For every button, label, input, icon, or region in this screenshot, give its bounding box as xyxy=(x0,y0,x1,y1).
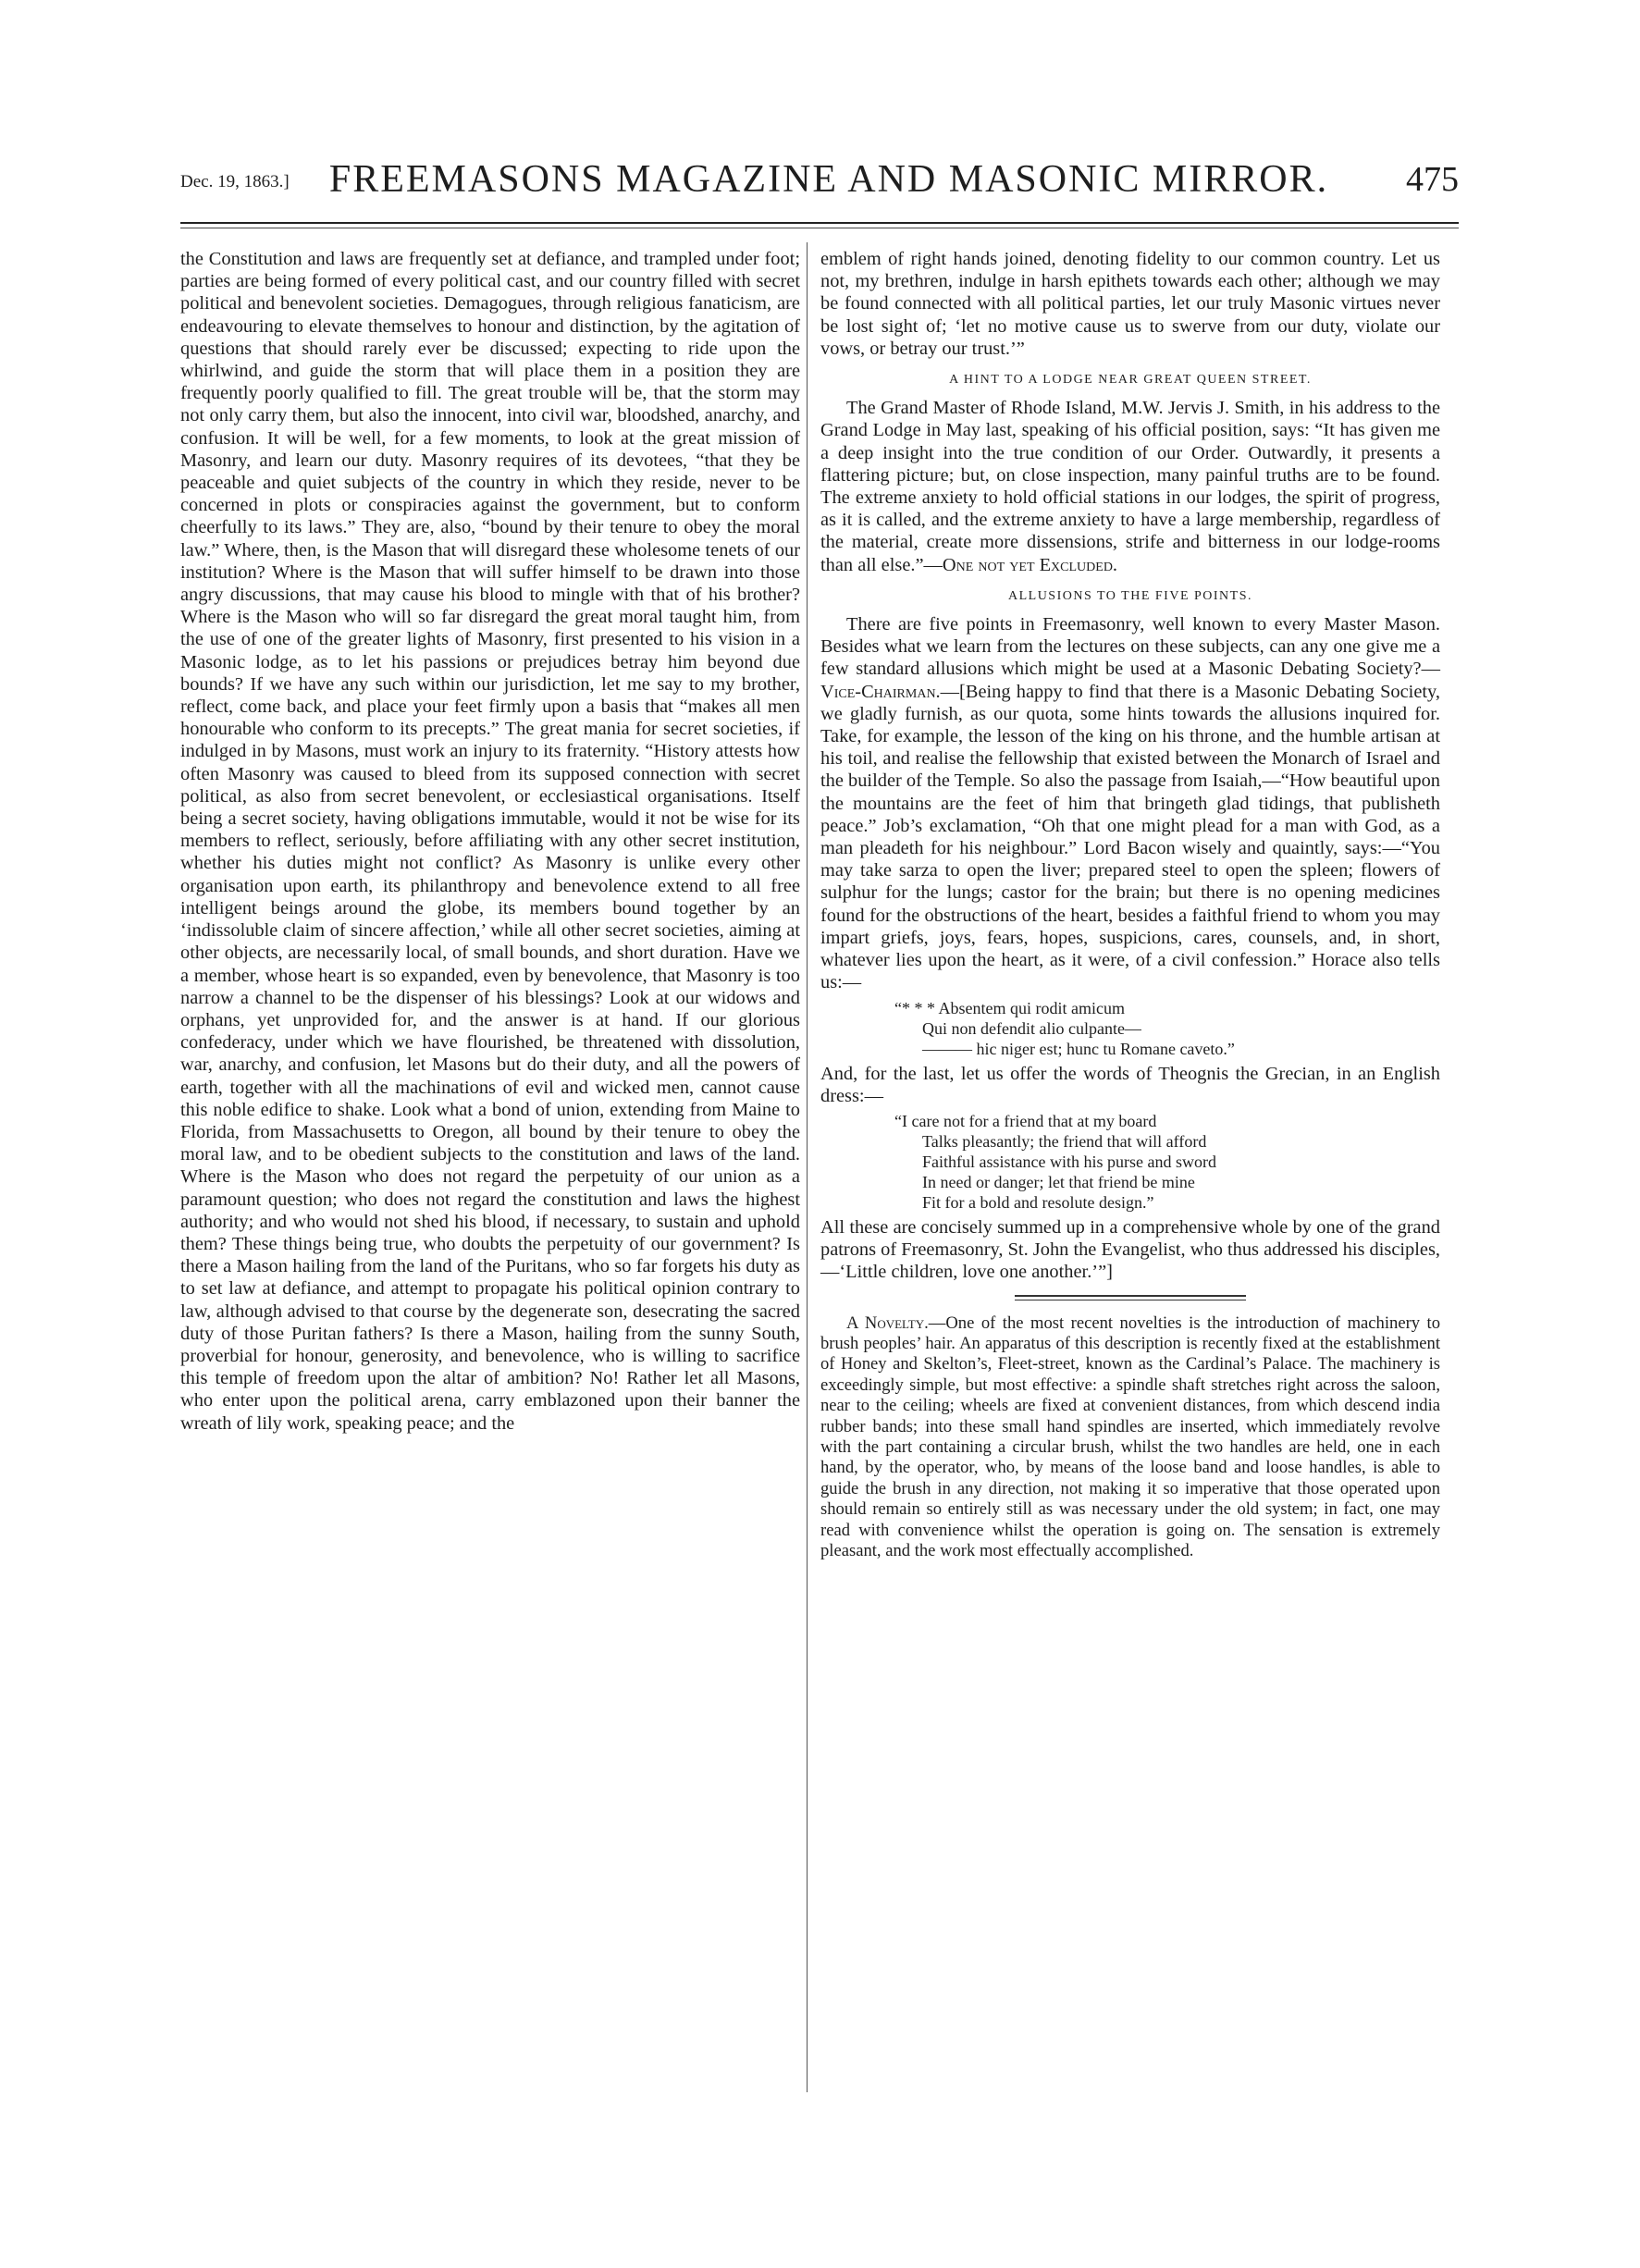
article-paragraph-continued: emblem of right hands joined, denoting fidelity to our common country. Let us not, my brethren, indulge in harsh epithets towards each other; although we may be found connected with all political parties, let our truly Masonic virtues never be lost sight of; ‘let no motive cause us to swerve from our duty, violate our vows, or betray our trust.’” xyxy=(820,249,1440,359)
column-divider xyxy=(807,242,808,2092)
verse-line: Qui non defendit alio culpante— xyxy=(922,1018,1141,1038)
hint-signature: One not yet Excluded. xyxy=(942,554,1118,575)
five-points-paragraph xyxy=(820,613,1440,993)
masthead xyxy=(180,157,1459,213)
issue-date: Dec. 19, 1863.] xyxy=(180,172,290,191)
verse-line: “* * * Absentem qui rodit amicum xyxy=(894,998,1125,1017)
novelty-text: —One of the most recent novelties is the introduction of machinery to brush peoples’ hair. An apparatus of this description is recently fixed at the establishment of Honey and Skelton’s, Fleet-street, known as the Cardinal’s Palace. The machinery is exceedingly simple, but most effective: a spindle shaft stretches right across the saloon, near to the ceiling; wheels are fixed at convenient distances, from which descend india rubber bands; into these small hand spindles are inserted, which immediately revolve with the part containing a circular brush, whilst the two handles are held, one in each hand, by the operator, who, by means of the loose band and loose handles, is able to guide the brush in any direction, not making it so imperative that those operated upon should remain so entirely still as was necessary under the old system; in fact, one may read with convenience whilst the operation is going on. The sensation is extremely pleasant, and the work most effectually accomplished. xyxy=(820,1313,1441,1560)
five-points-answer: —[Being happy to find that there is a Masonic Debating Society, we gladly furnish, as our quota, some hints towards the allusions inquired for. Take, for example, the lesson of the king on his throne, and the humble artisan at his toil, and realise the fellowship that existed between the Monarch of Israel and the builder of the Temple. So also the passage from Isaiah,—“How beautiful upon the mountains are the feet of him that bringeth glad tidings, that publisheth peace.” Job’s exclamation, “Oh that one might plead for a man with God, as a man pleadeth for his neighbour.” Lord Bacon wisely and quaintly, says:—“You may take sarza to open the liver; prepared steel to open the spleen; flowers of sulphur for the lungs; castor for the brain; but there is no opening medicines found for the obstructions of the heart, besides a faithful friend to whom you may impart griefs, joys, fears, hopes, suspicions, cares, counsels, and, in short, whatever lies upon the heart, as it were, of a civil confession.” Horace also tells us:— xyxy=(820,681,1440,993)
section-separator xyxy=(1015,1295,1246,1300)
hint-paragraph xyxy=(820,397,1440,576)
verse-line: Faithful assistance with his purse and sword xyxy=(922,1152,1216,1171)
right-column xyxy=(820,248,1440,1561)
closing-paragraph: All these are concisely summed up in a comprehensive whole by one of the grand patrons of Freemasonry, St. John the Evangelist, who thus addressed his disciples,—‘Little children, love one another.’”] xyxy=(820,1216,1440,1283)
left-column xyxy=(180,248,800,1435)
hint-text: The Grand Master of Rhode Island, M.W. Jervis J. Smith, in his address to the Grand Lodge in May last, speaking of his official position, says: “It has given me a deep insight into the true condition of our Order. Outwardly, it presents a flattering picture; but, on close inspection, many painful truths are to be found. The extreme anxiety to hold official stations in our lodges, the spirit of progress, as it is called, and the extreme anxiety to have a large membership, regardless of the material, create more dissensions, strife and bitterness in our lodge-rooms than all else.”— xyxy=(820,398,1440,575)
theognis-verse xyxy=(820,1111,1440,1213)
verse-line: “I care not for a friend that at my board xyxy=(894,1111,1157,1130)
verse-line: In need or danger; let that friend be mine xyxy=(922,1172,1195,1191)
horace-verse xyxy=(820,998,1440,1059)
header-rule xyxy=(180,222,1459,224)
article-paragraph: the Constitution and laws are frequently set at defiance, and trampled under foot; parties are being formed of every political cast, and our country filled with secret political and benevolent societies. Demagogues, through religious fanaticism, are endeavouring to elevate themselves to honour and distinction, by the agitation of questions that should rarely ever be discussed; expecting to ride upon the whirlwind, and guide the storm that will place them in a position they are frequently poorly qualified to fill. The great trouble will be, that the storm may not only carry them, but also the innocent, into civil war, bloodshed, anarchy, and confusion. It will be well, for a few moments, to look at the great mission of Masonry, and learn our duty. Masonry requires of its devotees, “that they be peaceable and quiet subjects of the country in which they reside, never to be concerned in plots or conspiracies against the government, but to conform cheerfully to its laws.” They are, also, “bound by their tenure to obey the moral law.” Where, then, is the Mason that will disregard these wholesome tenets of our institution? Where is the Mason that will suffer himself to be drawn into those angry discussions, that may cause his blood to mingle with that of his brother? Where is the Mason who will so far disregard the great moral taught him, from the use of one of the greater lights of Masonry, first presented to his vision in a Masonic lodge, as to let his passions or prejudices betray him beyond due bounds? If we have any such within our jurisdiction, let me say to my brother, reflect, come back, and place your feet firmly upon a basis that “makes all men honourable who conform to its precepts.” The great mania for secret societies, if indulged in by Masons, must work an injury to its fraternity. “History attests how often Masonry was caused to bleed from its supposed connection with secret political, as also from secret benevolent, or ecclesiastical organisations. Itself being a secret society, having obligations immutable, would it not be wise for its members to reflect, seriously, before affiliating with any other secret institution, whether his duties might not conflict? As Masonry is unlike every other organisation upon earth, its philanthropy and benevolence extend to all free intelligent beings around the globe, its members bound together by an ‘indissoluble claim of sincere affection,’ while all other secret societies, aiming at other objects, are necessarily local, of small bounds, and short duration. Have we a member, whose heart is so expanded, even by benevolence, that Masonry is too narrow a channel to be the dispenser of his blessings? Look at our widows and orphans, yet unprovided for, and the answer is at hand. If our glorious confederacy, under which we have flourished, be threatened with dissolution, war, anarchy, and confusion, let Masons but do their duty, and all the powers of earth, together with all the machinations of evil and wicked men, cannot cause this noble edifice to shake. Look what a bond of union, extending from Maine to Florida, from Massachusetts to Oregon, all bound by their tenure to obey the moral law, and to be obedient subjects to the constitution and laws of the land. Where is the Mason who does not regard the perpetuity of our union as a paramount question; who does not regard the constitution and laws the highest authority; and who would not shed his blood, if necessary, to sustain and uphold them? These things being true, who doubts the perpetuity of our government? Is there a Mason hailing from the land of the Puritans, who so far forgets his duty as to set law at defiance, and attempt to propagate his political opinion contrary to law, although advised to that course by the degenerate son, desecrating the sacred duty of those Puritan fathers? Is there a Mason, hailing from the sunny South, proverbial for honour, generosity, and benevolence, who is willing to sacrifice this temple of freedom upon the altar of ambition? No! Rather let all Masons, who enter upon the political arena, carry emblazoned upon their banner the wreath of lily work, speaking peace; and the xyxy=(180,249,800,1434)
page-number: 475 xyxy=(1406,160,1459,199)
five-points-signature: Vice-Chairman. xyxy=(820,681,941,702)
section-heading-five-points: ALLUSIONS TO THE FIVE POINTS. xyxy=(1007,588,1252,603)
theognis-intro: And, for the last, let us offer the words of Theognis the Grecian, in an English dress:— xyxy=(820,1063,1440,1106)
novelty-paragraph xyxy=(820,1313,1440,1562)
five-points-question: There are five points in Freemasonry, well known to every Master Mason. Besides what we learn from the lectures on these subjects, can any one give me a few standard allusions which might be used at a Masonic Debating Society?— xyxy=(820,614,1440,680)
verse-line: Fit for a bold and resolute design.” xyxy=(922,1192,1154,1212)
verse-line: Talks pleasantly; the friend that will afford xyxy=(922,1131,1207,1151)
verse-line: ——— hic niger est; hunc tu Romane caveto.” xyxy=(922,1039,1235,1058)
section-heading-hint: A HINT TO A LODGE NEAR GREAT QUEEN STREET. xyxy=(949,373,1312,388)
publication-title: FREEMASONS MAGAZINE AND MASONIC MIRROR. xyxy=(328,158,1329,201)
novelty-lead: A Novelty. xyxy=(846,1313,929,1333)
